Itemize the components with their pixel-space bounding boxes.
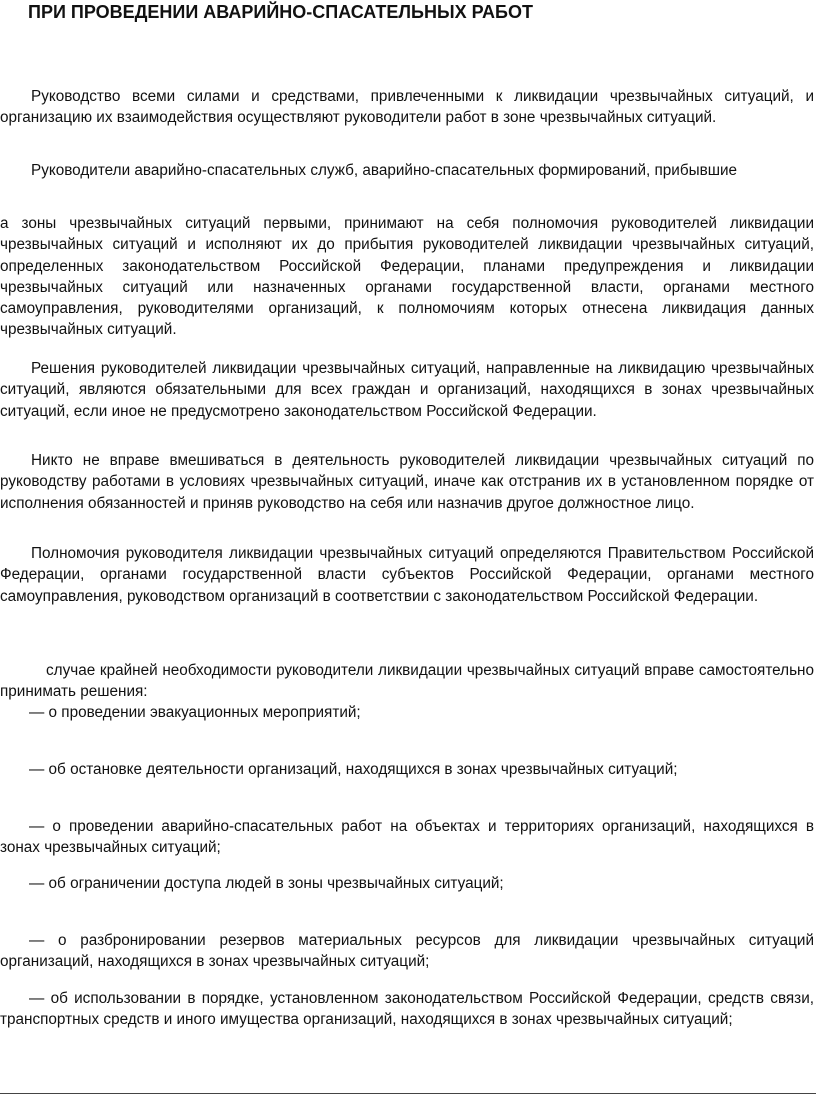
list-item-stop-activity: — об остановке деятельности организаций, находящихся в зонах чрезвычайных ситуаций; (29, 761, 678, 778)
list-item-property-use: — об использовании в порядке, установленном законодательством Российской Федерации, средств связи, транспортных средств и иного имущества организаций, находящихся в зонах чрезвычайных ситуаций; (0, 990, 814, 1029)
paragraph-decisions: Решения руководителей ликвидации чрезвычайных ситуаций, направленные на ликвидацию чрезвычайных ситуаций, являются обязательными для всех граждан и организаций, находящихся в зонах чрезвычайных ситуаций, если иное не предусмотрено законодательством Российской Федерации. (0, 360, 814, 420)
paragraph-leadership: Руководство всеми силами и средствами, привлеченными к ликвидации чрезвычайных ситуаций, и организацию их взаимодействия осуществляют руководители работ в зоне чрезвычайных ситуаций. (0, 88, 814, 127)
paragraph-no-interference: Никто не вправе вмешиваться в деятельность руководителей ликвидации чрезвычайных ситуаций по руководству работами в условиях чрезвычайных ситуаций, иначе как отстранив их в установленном порядке от исполнения обязанностей и приняв руководство на себя или назначив другое должностное лицо. (0, 452, 814, 512)
paragraph-powers: Полномочия руководителя ликвидации чрезвычайных ситуаций определяются Правительством Российской Федерации, органами государственной власти субъектов Российской Федерации, органами местного самоуправления, руководством организаций в соответствии с законодательством Российской Федерации. (0, 545, 814, 605)
list-item-access-restriction: — об ограничении доступа людей в зоны чрезвычайных ситуаций; (29, 875, 504, 892)
list-item-rescue-works: — о проведении аварийно-спасательных работ на объектах и территориях организаций, находящихся в зонах чрезвычайных ситуаций; (0, 818, 814, 857)
paragraph-first-arrivals: а зоны чрезвычайных ситуаций первыми, принимают на себя полномочия руководителей ликвидации чрезвычайных ситуаций и исполняют их до прибытия руководителей ликвидации чрезвычайных ситуаций, определенных законодательством Российской Федерации, планами предупреждения и ликвидации чрезвычайных ситуаций или назначенных органами государственной власти, органами местного самоуправления, руководителями организаций, к полномочиям которых отнесена ликвидация данных чрезвычайных ситуаций. (0, 215, 814, 339)
list-item-evacuation: — о проведении эвакуационных мероприятий; (29, 704, 361, 721)
page-title: ПРИ ПРОВЕДЕНИИ АВАРИЙНО-СПАСАТЕЛЬНЫХ РАБОТ (28, 2, 533, 22)
paragraph-rescue-heads: Руководители аварийно-спасательных служб, аварийно-спасательных формирований, прибывшие (31, 162, 738, 179)
bottom-divider (0, 1093, 816, 1094)
paragraph-emergency-case: случае крайней необходимости руководители ликвидации чрезвычайных ситуаций вправе самостоятельно принимать решения: (0, 662, 814, 701)
list-item-reserves: — о разбронировании резервов материальных ресурсов для ликвидации чрезвычайных ситуаций организаций, находящихся в зонах чрезвычайных ситуаций; (0, 932, 814, 971)
